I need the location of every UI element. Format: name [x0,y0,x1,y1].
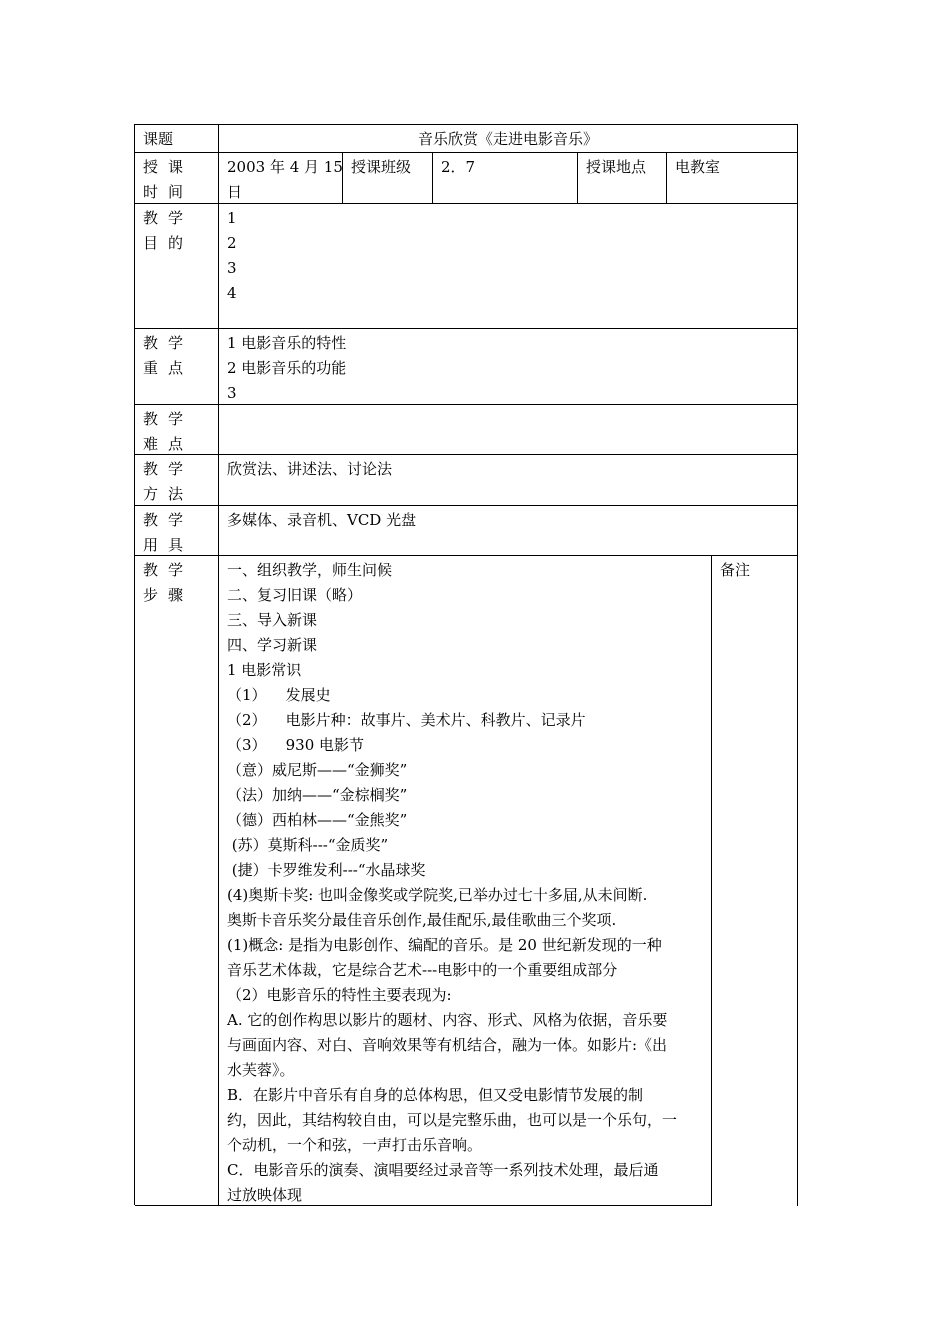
objective-item: 1 [227,209,237,227]
class-label: 授课班级 [342,153,432,203]
step-line: 水芙蓉》。 [227,1061,295,1079]
step-line: （德）西柏林——“金熊奖” [227,811,408,829]
remarks-column [712,556,798,1205]
step-line: （意）威尼斯——“金狮奖” [227,761,408,779]
lesson-title: 音乐欣赏《走进电影音乐》 [218,125,797,152]
key-point-item: 2 电影音乐的功能 [227,359,347,377]
objectives-label: 教学目的 [143,209,194,252]
time-value-line1: 2003 年 4 月 15 [227,158,343,176]
remarks-label: 备注 [720,561,751,579]
steps-label: 教学步骤 [143,561,194,604]
difficulties-label: 教学难点 [143,410,194,453]
tools-value: 多媒体、录音机、VCD 光盘 [218,506,797,555]
tools-row [134,505,798,555]
title-row [134,124,798,152]
remarks-right-border [797,556,798,1206]
step-line: B．在影片中音乐有自身的总体构思，但又受电影情节发展的制 [227,1086,644,1104]
step-line: 二、复习旧课（略） [227,586,363,604]
time-value-line2: 日 [227,183,243,201]
lesson-plan-table [134,124,798,1205]
step-line: （3） 930 电影节 [227,736,365,754]
objective-item: 3 [227,259,237,277]
steps-row [134,555,798,1205]
difficulties-row [134,404,798,454]
step-line: 音乐艺术体裁，它是综合艺术---电影中的一个重要组成部分 [227,961,618,979]
step-line: 一、组织教学，师生问候 [227,561,393,579]
step-line: （2） 电影片种：故事片、美术片、科教片、记录片 [227,711,586,729]
step-line: 过放映体现 [227,1186,303,1204]
place-value: 电教室 [666,153,797,203]
step-line: 个动机，一个和弦，一声打击乐音响。 [227,1136,483,1154]
class-value: 2．7 [432,153,577,203]
place-label: 授课地点 [577,153,666,203]
key-point-item: 1 电影音乐的特性 [227,334,347,352]
steps-bottom-border [135,1205,712,1206]
objective-item: 4 [227,284,237,302]
objectives-row [134,203,798,328]
step-line: 约，因此，其结构较自由，可以是完整乐曲，也可以是一个乐句，一 [227,1111,678,1129]
methods-label: 教学方法 [143,460,194,503]
step-line: (捷）卡罗维发利---“水晶球奖 [227,861,426,879]
key-points-list [218,329,797,404]
step-line: 三、导入新课 [227,611,318,629]
objective-item: 2 [227,234,237,252]
step-line: 与画面内容、对白、音响效果等有机结合，融为一体。如影片:《出 [227,1036,668,1054]
step-line: （1） 发展史 [227,686,331,704]
steps-content [218,556,712,1205]
step-line: (苏）莫斯科---“金质奖” [227,836,389,854]
key-points-row [134,328,798,404]
objectives-list [218,204,797,328]
step-line: 奥斯卡音乐奖分最佳音乐创作,最佳配乐,最佳歌曲三个奖项. [227,911,617,929]
step-line: （法）加纳——“金棕榈奖” [227,786,408,804]
step-line: （2）电影音乐的特性主要表现为: [227,986,452,1004]
methods-value: 欣赏法、讲述法、讨论法 [218,455,797,505]
step-line: A. 它的创作构思以影片的题材、内容、形式、风格为依据，音乐要 [227,1011,668,1029]
title-label: 课题 [143,130,174,148]
step-line: (1)概念: 是指为电影创作、编配的音乐。是 20 世纪新发现的一种 [227,936,662,954]
step-line: C．电影音乐的演奏、演唱要经过录音等一系列技术处理，最后通 [227,1161,659,1179]
key-point-item: 3 [227,384,237,402]
difficulties-value [218,405,797,454]
time-label: 授课时间 [143,158,194,201]
time-value [218,153,342,203]
step-line: 四、学习新课 [227,636,318,654]
step-line: 1 电影常识 [227,661,302,679]
key-points-label: 教学重点 [143,334,194,377]
methods-row [134,454,798,505]
info-row [134,152,798,203]
tools-label: 教学用具 [143,511,194,554]
step-line: (4)奥斯卡奖: 也叫金像奖或学院奖,已举办过七十多届,从未间断. [227,886,648,904]
